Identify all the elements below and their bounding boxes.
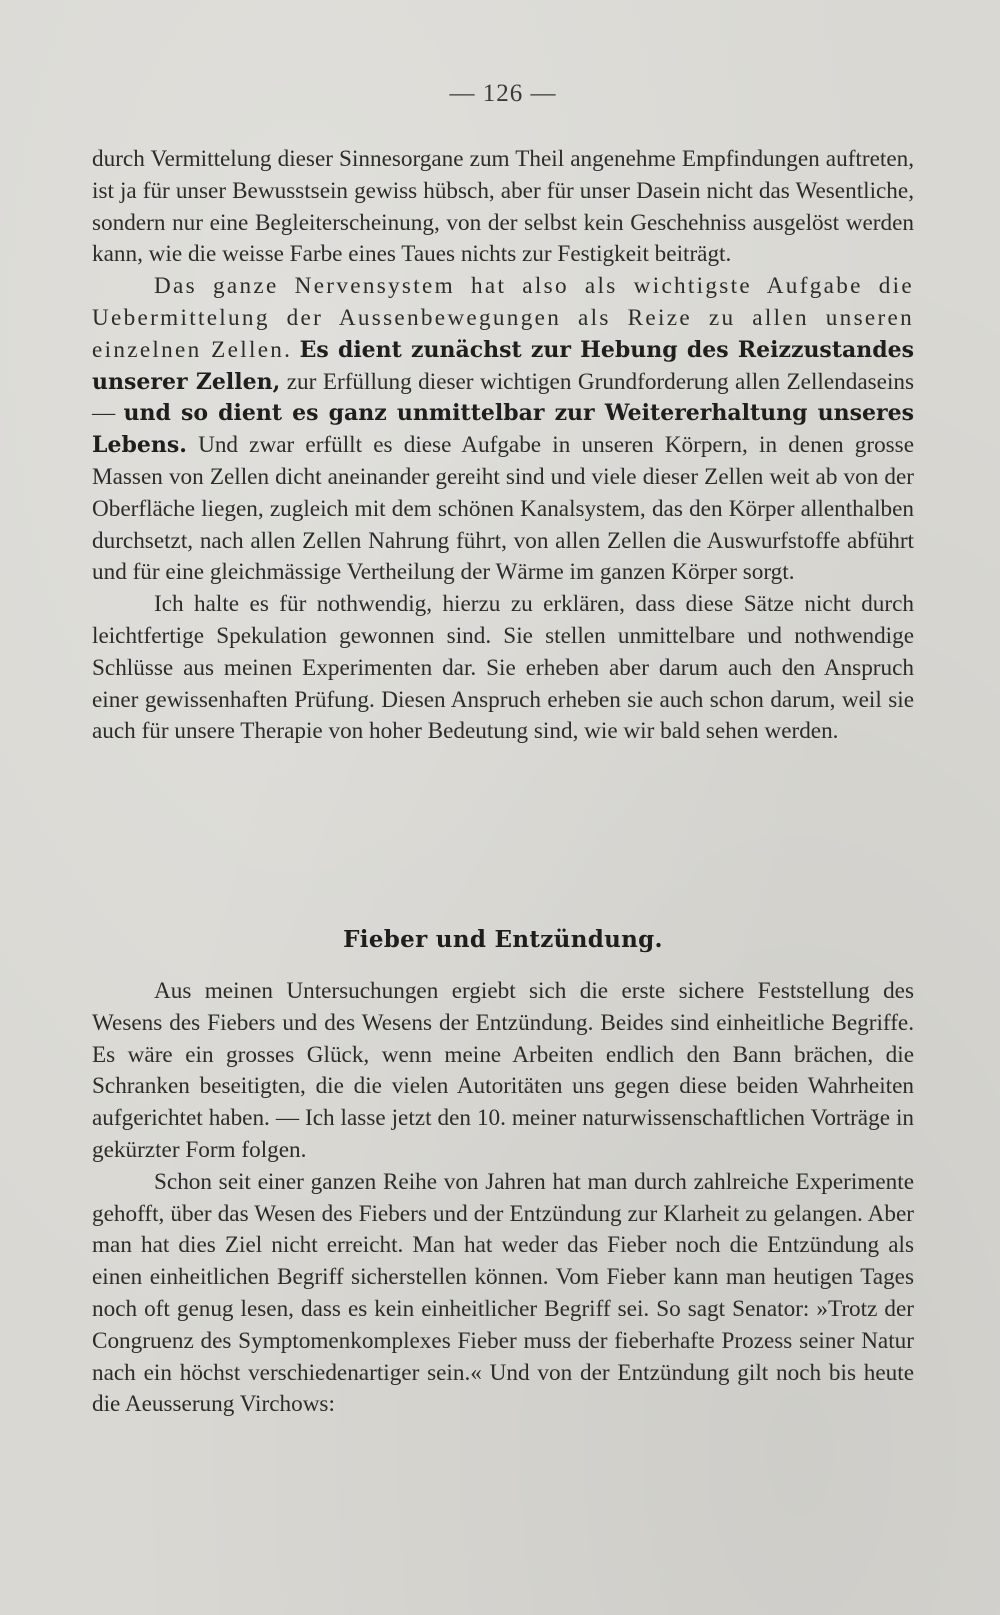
paragraph-2-text-b: Und zwar erfüllt es diese Aufgabe in unseren Körpern, in denen grosse Massen von Zellen dicht aneinander gereiht sind und viele dieser Zellen weit ab von der Oberfläche liegen, zugleich mit dem schönen Kanalsystem, das den Körper allenthalben durchsetzt, nach allen Zellen Nahrung führt, von allen Zellen die Auswurfstoffe abführt und für eine gleichmässige Vertheilung der Wärme im ganzen Körper sorgt. [92, 432, 914, 586]
paragraph-2-text-a: zur Erfüllung dieser wichtigen Grundforderung allen Zellendaseins — [92, 368, 915, 427]
paragraph-2 [92, 271, 914, 589]
page-number: — 126 — [449, 80, 557, 107]
paragraph-2-spaced-text: Das ganze Nervensystem hat also als wichtigste Aufgabe die Uebermittelung der Aussenbewegungen als Reize zu allen unseren einzelnen Zellen. [92, 273, 914, 363]
paragraph-1: durch Vermittelung dieser Sinnesorgane zum Theil angenehme Empfindungen auftreten, ist ja für unser Bewusstsein gewiss hübsch, aber für unser Dasein nicht das Wesentliche, sondern nur eine Begleiterscheinung, von der selbst kein Geschehniss ausgelöst werden kann, wie die weisse Farbe eines Taues nichts zur Festigkeit beiträgt. [92, 146, 914, 268]
paragraph-3: Ich halte es für nothwendig, hierzu zu erklären, dass diese Sätze nicht durch leichtfertige Spekulation gewonnen sind. Sie stellen unmittelbare und nothwendige Schlüsse aus meinen Experimenten dar. Sie erheben aber darum auch den Anspruch einer gewissenhaften Prüfung. Diesen Anspruch erheben sie auch schon darum, weil sie auch für unsere Therapie von hoher Bedeutung sind, wie wir bald sehen werden. [92, 591, 914, 745]
paragraph-2-bold-text-a: Es dient zunächst zur Hebung des Reizzustandes unserer Zellen, [92, 336, 914, 395]
text-block-upper [92, 144, 914, 748]
section-heading: Fieber und Entzündung. [343, 926, 663, 953]
paragraph-4: Aus meinen Untersuchungen ergiebt sich die erste sichere Feststellung des Wesens des Fiebers und des Wesens der Entzündung. Beides sind einheitliche Begriffe. Es wäre ein grosses Glück, wenn meine Arbeiten endlich den Bann brächen, die Schranken beseitigten, die die vielen Autoritäten uns gegen diese beiden Wahrheiten aufgerichtet haben. — Ich lasse jetzt den 10. meiner naturwissenschaftlichen Vorträge in gekürzter Form folgen. [92, 978, 914, 1163]
paragraph-5: Schon seit einer ganzen Reihe von Jahren hat man durch zahlreiche Experimente gehofft, über das Wesen des Fiebers und der Entzündung zur Klarheit zu gelangen. Aber man hat dies Ziel nicht erreicht. Man hat weder das Fieber noch die Entzündung als einen einheitlichen Begriff sicherstellen können. Vom Fieber kann man heutigen Tages noch oft genug lesen, dass es kein einheitlicher Begriff sei. So sagt Senator: »Trotz der Congruenz des Symptomenkomplexes Fieber muss der fieberhafte Prozess seiner Natur nach ein höchst verschiedenartiger sein.« Und von der Entzündung gilt noch bis heute die Aeusserung Virchows: [92, 1168, 914, 1418]
paragraph-2-bold-text-b: und so dient es ganz unmittelbar zur Weitererhaltung unseres Lebens. [92, 400, 914, 459]
text-block-lower [92, 976, 914, 1421]
